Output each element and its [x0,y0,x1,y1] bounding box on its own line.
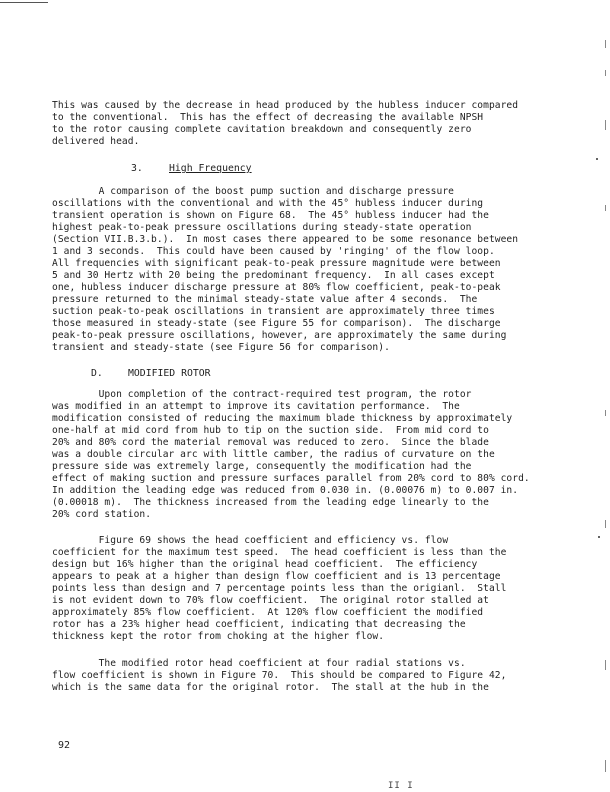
text-line: The modified rotor head coefficient at four radial stations vs. [52,658,466,669]
edge-mark [605,660,606,670]
text-line: is not evident down to 70% flow coefficient. The original rotor stalled at [52,595,489,606]
text-line: 1 and 3 seconds. This could have been caused by 'ringing' of the flow loop. [52,246,495,257]
text-line: coefficient for the maximum test speed. The head coefficient is less than the [52,547,507,558]
text-line: design but 16% higher than the original head coefficient. The efficiency [52,559,478,570]
edge-mark [605,760,606,772]
edge-mark [605,40,606,48]
text-line: 5 and 30 Hertz with 20 being the predominant frequency. In all cases except [52,270,495,281]
section-number: 3. [131,163,143,174]
text-line: Upon completion of the contract-required test program, the rotor [52,389,472,400]
edge-mark [605,520,606,528]
scan-speck [596,158,598,160]
text-line: one, hubless inducer discharge pressure at 80% flow coefficient, peak-to-peak [52,282,501,293]
text-line: effect of making suction and pressure surfaces parallel from 20% cord to 80% cord. [52,473,530,484]
text-line: (Section VII.B.3.b.). In most cases there appeared to be some resonance between [52,234,519,245]
text-line: In addition the leading edge was reduced from 0.030 in. (0.00076 m) to 0.007 in. [52,485,519,496]
text-line: This was caused by the decrease in head produced by the hubless inducer compared [52,100,519,111]
text-line: points less than design and 7 percentage points less than the origianl. Stall [52,583,507,594]
text-line: which is the same data for the original rotor. The stall at the hub in the [52,682,489,693]
text-line: pressure returned to the minimal steady-state value after 4 seconds. The [52,294,478,305]
bottom-mark: II I [388,781,414,791]
text-line: peak-to-peak pressure oscillations, however, are approximately the same during [52,330,507,341]
text-line: 20% and 80% cord the material removal was reduced to zero. Since the blade [52,437,489,448]
text-line: was modified in an attempt to improve its cavitation performance. The [52,401,460,412]
text-line: approximately 85% flow coefficient. At 120% flow coefficient the modified [52,607,484,618]
text-line: delivered head. [52,136,140,147]
section-number: D. [91,368,103,379]
text-line: thickness kept the rotor from choking at the higher flow. [52,631,385,642]
text-line: All frequencies with significant peak-to-peak pressure magnitude were between [52,258,501,269]
text-line: flow coefficient is shown in Figure 70. This should be compared to Figure 42, [52,670,507,681]
text-line: appears to peak at a higher than design flow coefficient and is 13 percentage [52,571,501,582]
edge-mark [605,410,606,416]
text-line: to the conventional. This has the effect of decreasing the available NPSH [52,112,484,123]
text-line: rotor has a 23% higher head coefficient, indicating that decreasing the [52,619,466,630]
text-line: those measured in steady-state (see Figure 55 for comparison). The discharge [52,318,501,329]
text-line: A comparison of the boost pump suction and discharge pressure [52,186,454,197]
text-line: transient and steady-state (see Figure 56 for comparison). [52,342,390,353]
text-line: 20% cord station. [52,509,152,520]
text-line: was a double circular arc with little camber, the radius of curvature on the [52,449,495,460]
text-line: highest peak-to-peak pressure oscillations during steady-state operation [52,222,472,233]
text-line: modification consisted of reducing the maximum blade thickness by approximately [52,413,513,424]
text-line: pressure side was extremely large, consequently the modification had the [52,461,472,472]
text-line: to the rotor causing complete cavitation breakdown and consequently zero [52,124,472,135]
text-line: (0.00018 m). The thickness increased from the leading edge linearly to the [52,497,489,508]
text-line: oscillations with the conventional and with the 45° hubless inducer during [52,198,484,209]
edge-mark [605,205,606,211]
section-title: MODIFIED ROTOR [128,368,211,379]
section-title: High Frequency [169,163,252,174]
text-line: one-half at mid cord from hub to tip on the suction side. From mid cord to [52,425,489,436]
scan-speck [598,536,600,538]
top-rule [0,2,48,3]
page-number: 92 [58,740,71,751]
text-line: Figure 69 shows the head coefficient and efficiency vs. flow [52,535,449,546]
edge-mark [605,70,606,76]
text-line: suction peak-to-peak oscillations in transient are approximately three times [52,306,495,317]
text-line: transient operation is shown on Figure 68. The 45° hubless inducer had the [52,210,489,221]
edge-mark [605,120,606,130]
